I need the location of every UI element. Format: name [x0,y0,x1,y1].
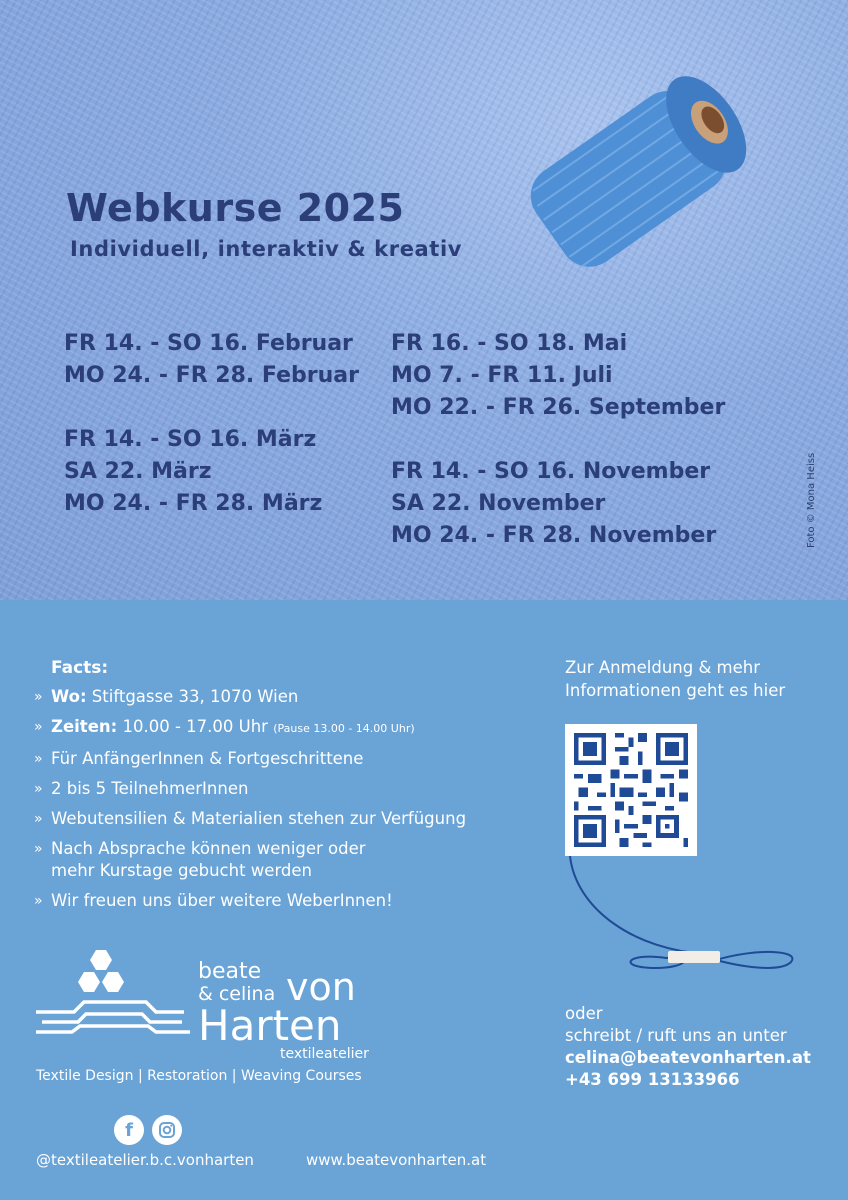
fact-label: Wo: [51,687,87,706]
fact-text: Webutensilien & Materialien stehen zur Verfügung [51,809,467,828]
fact-item-participants [34,778,524,800]
fact-text: Wir freuen uns über weitere WeberInnen! [51,891,393,910]
date-spacer [391,424,725,456]
bullet-icon: » [34,841,43,857]
fact-text: 2 bis 5 TeilnehmerInnen [51,779,249,798]
page-title: Webkurse 2025 [66,186,405,230]
logo-celina: & celina [198,983,276,1005]
facts-heading: Facts: [51,658,109,678]
page-subtitle: Individuell, interaktiv & kreativ [70,237,463,261]
tagline: Textile Design | Restoration | Weaving Courses [36,1068,362,1084]
logo-harten: Harten [198,1001,342,1050]
date-line: MO 24. - FR 28. Februar [64,363,359,388]
facts-list [34,686,524,920]
logo-von: von [286,965,356,1009]
dates-left-column [64,328,359,520]
contact-call-text: schreibt / ruft uns an unter [565,1026,787,1045]
fact-item-welcome [34,890,524,912]
fact-value: Stiftgasse 33, 1070 Wien [91,687,299,706]
fact-item-times [34,716,524,740]
date-line: SA 22. März [64,459,212,484]
bullet-icon: » [34,751,43,767]
facebook-icon[interactable] [114,1115,144,1145]
fact-item-materials [34,808,524,830]
logo-textileatelier: textileatelier [280,1046,369,1062]
fact-item-location [34,686,524,708]
date-line: MO 22. - FR 26. September [391,395,726,420]
instagram-glyph [158,1121,176,1139]
registration-text [565,656,825,702]
qr-code[interactable] [565,724,697,856]
date-line: MO 24. - FR 28. November [391,523,717,548]
fact-text: mehr Kurstage gebucht werden [51,861,313,880]
facebook-glyph: f [125,1119,133,1141]
date-spacer [64,392,359,424]
bullet-icon: » [34,893,43,909]
contact-block [565,1003,811,1091]
bullet-icon: » [34,811,43,827]
dates-right-column [391,328,725,552]
date-line: FR 14. - SO 16. November [391,459,711,484]
bullet-icon: » [34,689,43,705]
website-link[interactable]: www.beatevonharten.at [306,1151,487,1169]
fact-text: Nach Absprache können weniger oder [51,839,366,858]
date-line: MO 24. - FR 28. März [64,491,323,516]
date-line: FR 14. - SO 16. Februar [64,331,353,356]
bullet-icon: » [34,781,43,797]
logo-beate: beate [198,959,262,984]
fact-text: Für AnfängerInnen & Fortgeschrittene [51,749,364,768]
registration-line: Informationen geht es hier [565,681,786,700]
fact-item-level [34,748,524,770]
fact-value: 10.00 - 17.00 Uhr [122,717,268,736]
instagram-icon[interactable] [152,1115,182,1145]
cord-illustration [556,850,806,980]
social-handle[interactable]: @textileatelier.b.c.vonharten [36,1151,254,1169]
date-line: FR 16. - SO 18. Mai [391,331,628,356]
date-line: SA 22. November [391,491,606,516]
contact-oder: oder [565,1004,603,1023]
registration-line: Zur Anmeldung & mehr [565,658,761,677]
date-line: MO 7. - FR 11. Juli [391,363,613,388]
thread-spool-image [480,40,780,340]
fact-item-days [34,838,524,882]
fact-label: Zeiten: [51,717,118,736]
photo-credit: Foto © Mona Heiss [806,452,817,548]
date-line: FR 14. - SO 16. März [64,427,317,452]
bullet-icon: » [34,719,43,735]
contact-email-link[interactable]: celina@beatevonharten.at [565,1048,811,1067]
contact-phone-link[interactable]: +43 699 13133966 [565,1070,740,1089]
brand-logo [34,950,374,1062]
fact-note: (Pause 13.00 - 14.00 Uhr) [273,722,415,735]
